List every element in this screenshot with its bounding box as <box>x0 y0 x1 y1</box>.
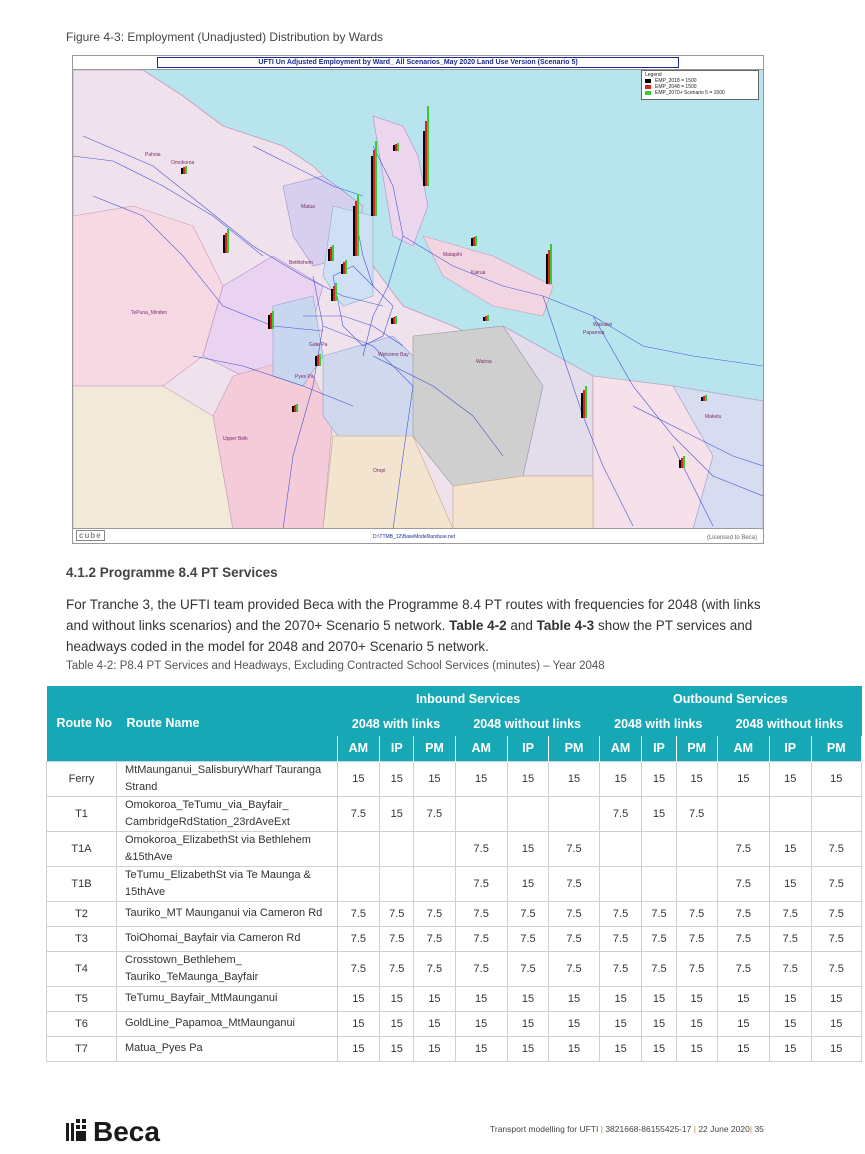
headway-cell: 7.5 <box>811 831 862 866</box>
headway-cell: 15 <box>769 866 811 901</box>
legend-title: Legend <box>645 72 662 78</box>
headway-cell: 7.5 <box>599 926 642 951</box>
route-name-cell: MtMaunganui_SalisburyWharf Tauranga Strand <box>117 761 338 796</box>
headway-cell: 15 <box>549 1036 599 1061</box>
header-period: IP <box>642 736 676 761</box>
route-no-cell: T5 <box>47 986 117 1011</box>
route-name-cell: TeTumu_Bayfair_MtMaunganui <box>117 986 338 1011</box>
footer-doc-title: Transport modelling for UFTI <box>490 1124 599 1134</box>
page-number: 35 <box>754 1124 764 1134</box>
headway-cell: 7.5 <box>380 926 414 951</box>
cube-logo: cube <box>76 530 105 541</box>
headway-cell: 7.5 <box>717 901 769 926</box>
place-label: Kairua <box>471 270 486 276</box>
header-period: PM <box>414 736 455 761</box>
headway-cell: 15 <box>599 761 642 796</box>
headway-cell <box>717 796 769 831</box>
map-file-path: D:\TTMB_12\BaseModel\landuse.net <box>373 534 455 540</box>
headway-cell: 15 <box>769 761 811 796</box>
headway-cell: 15 <box>337 1036 380 1061</box>
header-period: IP <box>380 736 414 761</box>
headway-cell: 7.5 <box>676 796 717 831</box>
table-row <box>47 986 862 1011</box>
headway-cell: 7.5 <box>599 901 642 926</box>
place-label: Maketu <box>705 414 722 420</box>
headway-cell: 7.5 <box>549 951 599 986</box>
headway-cell <box>769 796 811 831</box>
headway-cell: 15 <box>380 1011 414 1036</box>
route-no-cell: T1B <box>47 866 117 901</box>
headway-cell: 15 <box>769 1011 811 1036</box>
header-period: AM <box>599 736 642 761</box>
headway-cell: 15 <box>414 986 455 1011</box>
headway-cell: 7.5 <box>769 951 811 986</box>
table-row <box>47 926 862 951</box>
headway-cell <box>414 866 455 901</box>
place-label: Wairoa <box>476 359 492 365</box>
place-label: Omokoroa <box>171 160 195 166</box>
place-label: Wairakei <box>593 322 613 328</box>
headway-cell: 7.5 <box>676 901 717 926</box>
headway-cell: 15 <box>599 986 642 1011</box>
header-inbound: Inbound Services <box>337 686 599 712</box>
headway-cell: 15 <box>380 796 414 831</box>
headway-cell <box>414 831 455 866</box>
headway-cell: 15 <box>507 831 549 866</box>
headway-cell: 7.5 <box>414 901 455 926</box>
headway-cell: 7.5 <box>769 901 811 926</box>
headway-cell: 7.5 <box>642 951 676 986</box>
legend-swatch <box>645 91 651 95</box>
beca-logo-icon <box>66 1115 188 1145</box>
table-ref-link: Table 4-3 <box>536 618 595 633</box>
headway-cell: 7.5 <box>717 951 769 986</box>
headway-cell: 7.5 <box>455 951 507 986</box>
body-paragraph <box>66 594 786 657</box>
legend-label: EMP_2018 = 1500 <box>655 78 697 84</box>
headway-cell <box>676 866 717 901</box>
paragraph-text: show the PT services and headways coded in the model for 2048 and 2070+ Scenario 5 network. <box>66 618 753 654</box>
headway-cell: 15 <box>717 1036 769 1061</box>
headway-cell: 7.5 <box>380 951 414 986</box>
header-with-links: 2048 with links <box>599 712 717 736</box>
route-name-cell: Omokoroa_ElizabethSt via Bethlehem &15thAve <box>117 831 338 866</box>
place-label: Pyes Pa <box>295 374 314 380</box>
headway-cell: 15 <box>717 1011 769 1036</box>
table-row <box>47 951 862 986</box>
footer-doc-ref: 3821668-86155425-17 <box>605 1124 692 1134</box>
headway-cell: 15 <box>642 986 676 1011</box>
figure-caption: Figure 4-3: Employment (Unadjusted) Distribution by Wards <box>66 30 384 44</box>
headway-cell: 15 <box>549 1011 599 1036</box>
headway-cell: 15 <box>769 1036 811 1061</box>
headway-cell: 15 <box>599 1011 642 1036</box>
headway-cell: 7.5 <box>676 926 717 951</box>
headway-cell: 15 <box>380 986 414 1011</box>
route-no-cell: T1 <box>47 796 117 831</box>
headway-cell: 15 <box>769 986 811 1011</box>
headway-cell: 7.5 <box>549 831 599 866</box>
map-title: UFTI Un Adjusted Employment by Ward_ All Scenarios_May 2020 Land Use Version (Scenario 5) <box>157 57 679 68</box>
route-name-cell: GoldLine_Papamoa_MtMaunganui <box>117 1011 338 1036</box>
headway-cell <box>599 831 642 866</box>
section-heading: 4.1.2 Programme 8.4 PT Services <box>66 565 278 580</box>
headway-cell: 7.5 <box>414 951 455 986</box>
headway-cell: 15 <box>414 1011 455 1036</box>
headway-cell: 15 <box>455 1011 507 1036</box>
table-row <box>47 1036 862 1061</box>
header-period: AM <box>455 736 507 761</box>
headway-cell: 15 <box>337 1011 380 1036</box>
headway-cell: 7.5 <box>549 866 599 901</box>
place-label: Gate Pa <box>309 342 328 348</box>
place-label: Matapihi <box>443 252 462 258</box>
place-label: Matua <box>301 204 315 210</box>
headway-cell: 15 <box>642 761 676 796</box>
headway-cell: 7.5 <box>811 901 862 926</box>
legend-label: EMP_2070+ Scenario 5 = 1500 <box>655 90 725 96</box>
place-label: Welcome Bay <box>378 352 409 358</box>
legend-item <box>645 90 755 96</box>
map-title-bar <box>73 56 763 70</box>
headway-cell: 15 <box>642 1011 676 1036</box>
headway-cell: 15 <box>337 986 380 1011</box>
headway-cell <box>337 866 380 901</box>
headway-cell: 15 <box>549 761 599 796</box>
headway-cell: 7.5 <box>380 901 414 926</box>
headway-cell: 7.5 <box>337 951 380 986</box>
beca-wordmark: Beca <box>93 1116 160 1145</box>
paragraph-text: and <box>506 618 537 633</box>
footer-separator: | <box>600 1124 603 1134</box>
headway-cell <box>642 831 676 866</box>
route-no-cell: T3 <box>47 926 117 951</box>
headway-cell <box>549 796 599 831</box>
headway-cell <box>811 796 862 831</box>
headway-cell: 7.5 <box>811 866 862 901</box>
table-ref-link: Table 4-2 <box>449 618 507 633</box>
headway-cell: 7.5 <box>811 926 862 951</box>
header-without-links: 2048 without links <box>455 712 599 736</box>
headway-cell: 7.5 <box>717 926 769 951</box>
footer-separator: | <box>693 1124 696 1134</box>
place-label: Papamoa <box>583 330 605 336</box>
headway-cell: 7.5 <box>507 951 549 986</box>
place-label: Oropi <box>373 468 386 474</box>
header-period: AM <box>337 736 380 761</box>
headway-cell <box>455 796 507 831</box>
headway-cell: 15 <box>676 1011 717 1036</box>
headway-cell: 15 <box>676 986 717 1011</box>
headway-cell: 15 <box>380 1036 414 1061</box>
headway-cell: 7.5 <box>455 831 507 866</box>
headway-cell: 15 <box>717 986 769 1011</box>
headway-cell <box>599 866 642 901</box>
headway-cell: 15 <box>676 1036 717 1061</box>
headway-cell: 15 <box>676 761 717 796</box>
headway-cell: 15 <box>455 1036 507 1061</box>
header-period: IP <box>507 736 549 761</box>
map-legend <box>641 70 759 100</box>
route-name-cell: Tauriko_MT Maunganui via Cameron Rd <box>117 901 338 926</box>
headway-cell: 7.5 <box>642 901 676 926</box>
headway-cell: 7.5 <box>337 901 380 926</box>
route-name-cell: Crosstown_Bethlehem_ Tauriko_TeMaunga_Bayfair <box>117 951 338 986</box>
headway-cell: 7.5 <box>676 951 717 986</box>
headway-cell: 15 <box>642 1036 676 1061</box>
headway-cell: 7.5 <box>455 926 507 951</box>
header-period: AM <box>717 736 769 761</box>
legend-swatch <box>645 85 651 89</box>
place-label: Upper Belk <box>223 436 248 442</box>
table-row <box>47 1011 862 1036</box>
headway-cell: 7.5 <box>507 926 549 951</box>
headway-cell: 15 <box>380 761 414 796</box>
header-period: PM <box>676 736 717 761</box>
route-no-cell: T4 <box>47 951 117 986</box>
header-with-links: 2048 with links <box>337 712 455 736</box>
headway-cell: 15 <box>769 831 811 866</box>
headway-cell: 7.5 <box>549 926 599 951</box>
headway-cell: 15 <box>642 796 676 831</box>
place-label: TePuna_Minden <box>131 310 168 316</box>
route-no-cell: T6 <box>47 1011 117 1036</box>
place-label: Pahoia <box>145 152 161 158</box>
headway-cell <box>507 796 549 831</box>
table-caption: Table 4-2: P8.4 PT Services and Headways, Excluding Contracted School Services (minutes) – Year 2048 <box>66 660 605 672</box>
headway-cell: 7.5 <box>811 951 862 986</box>
headway-cell: 15 <box>811 1036 862 1061</box>
headway-cell: 15 <box>507 761 549 796</box>
employment-map <box>72 55 764 544</box>
header-route-name: Route Name <box>117 686 338 761</box>
header-outbound: Outbound Services <box>599 686 861 712</box>
headway-cell: 7.5 <box>414 926 455 951</box>
headway-cell: 15 <box>549 986 599 1011</box>
route-no-cell: T2 <box>47 901 117 926</box>
header-route-no: Route No <box>47 686 117 761</box>
headway-cell: 7.5 <box>717 866 769 901</box>
headway-cell: 15 <box>507 1036 549 1061</box>
headway-cell: 15 <box>599 1036 642 1061</box>
route-no-cell: T7 <box>47 1036 117 1061</box>
headway-cell: 15 <box>811 1011 862 1036</box>
header-period: PM <box>549 736 599 761</box>
route-name-cell: ToiOhomai_Bayfair via Cameron Rd <box>117 926 338 951</box>
headway-cell: 15 <box>455 761 507 796</box>
headway-cell: 7.5 <box>549 901 599 926</box>
headway-cell: 7.5 <box>642 926 676 951</box>
route-name-cell: Omokoroa_TeTumu_via_Bayfair_ CambridgeRdStation_23rdAveExt <box>117 796 338 831</box>
headway-cell: 15 <box>811 986 862 1011</box>
header-period: IP <box>769 736 811 761</box>
headway-cell: 7.5 <box>337 796 380 831</box>
legend-label: EMP_2048 = 1500 <box>655 84 697 90</box>
headway-cell: 15 <box>414 761 455 796</box>
license-text: (Licensed to Beca) <box>706 535 757 541</box>
headway-cell: 7.5 <box>599 951 642 986</box>
header-period: PM <box>811 736 862 761</box>
headway-cell: 7.5 <box>507 901 549 926</box>
table-row <box>47 796 862 831</box>
headway-cell: 15 <box>455 986 507 1011</box>
header-without-links: 2048 without links <box>717 712 861 736</box>
paragraph-text: For Tranche 3, the UFTI team provided Beca with the Programme 8.4 PT routes with frequencies for 2048 (with links and without links scenarios) and the 2070+ Scenario 5 network. <box>66 597 761 633</box>
headway-cell: 15 <box>717 761 769 796</box>
legend-swatch <box>645 79 651 83</box>
headway-cell: 15 <box>811 761 862 796</box>
beca-logo <box>66 1115 188 1145</box>
table-row <box>47 831 862 866</box>
headway-cell <box>642 866 676 901</box>
headway-cell: 15 <box>507 986 549 1011</box>
headway-cell: 7.5 <box>455 866 507 901</box>
headway-cell: 15 <box>337 761 380 796</box>
route-no-cell: Ferry <box>47 761 117 796</box>
headway-cell: 7.5 <box>337 926 380 951</box>
place-label: Bethlehem <box>289 260 313 266</box>
headway-cell: 15 <box>414 1036 455 1061</box>
footer-separator: | <box>749 1124 753 1134</box>
route-name-cell: Matua_Pyes Pa <box>117 1036 338 1061</box>
headway-cell: 15 <box>507 866 549 901</box>
route-name-cell: TeTumu_ElizabethSt via Te Maunga & 15thAve <box>117 866 338 901</box>
route-no-cell: T1A <box>47 831 117 866</box>
headway-cell <box>380 866 414 901</box>
headway-cell: 7.5 <box>599 796 642 831</box>
headway-cell: 7.5 <box>717 831 769 866</box>
headway-cell: 7.5 <box>414 796 455 831</box>
headway-cell: 7.5 <box>769 926 811 951</box>
map-footer <box>73 528 763 543</box>
page-footer <box>490 1124 764 1134</box>
headway-cell <box>337 831 380 866</box>
headway-cell <box>380 831 414 866</box>
headway-cell: 7.5 <box>455 901 507 926</box>
pt-services-table <box>46 686 862 1062</box>
map-canvas <box>73 56 763 543</box>
table-row <box>47 901 862 926</box>
table-row <box>47 761 862 796</box>
headway-cell: 15 <box>507 1011 549 1036</box>
footer-date: 22 June 2020 <box>698 1124 750 1134</box>
headway-cell <box>676 831 717 866</box>
table-row <box>47 866 862 901</box>
